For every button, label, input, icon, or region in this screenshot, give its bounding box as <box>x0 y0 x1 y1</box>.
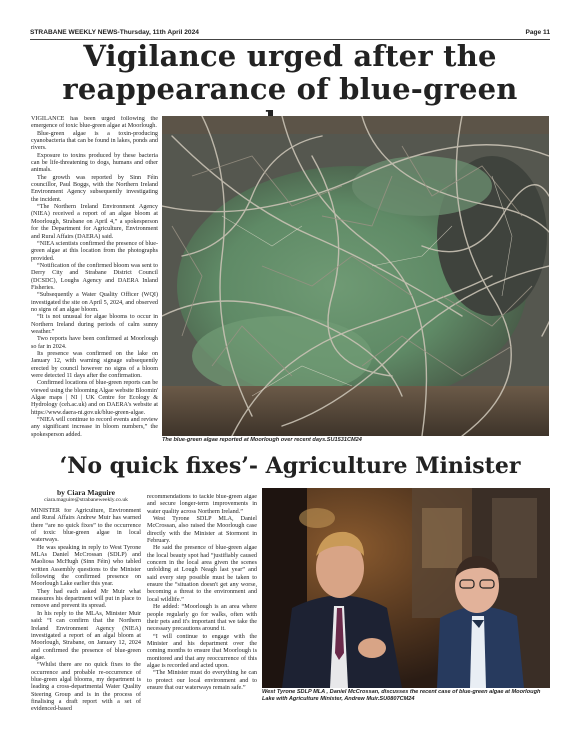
paragraph: Confirmed locations of blue-green reports can be viewed using the blooming Algae website Bloomin' Algae maps | NI | UK Centre for Ecology & Hydrology (ceh.ac.uk) and on DAERA's website at https://www.daera-ni.gov.uk/blue-green-algae. <box>31 380 158 416</box>
publication-line: STRABANE WEEKLY NEWS-Thursday, 11th April 2024 <box>30 29 199 36</box>
paragraph: The growth was reported by Sinn Féin councillor, Paul Boggs, with the Northern Ireland Environment Agency subsequently investigating the incident. <box>31 174 158 203</box>
minister-photo <box>262 488 550 688</box>
byline <box>31 488 141 504</box>
paragraph: In his reply to the MLAs, Minister Muir said: “I can confirm that the Northern Ireland Environment Agency (NIEA) investigated a report of an algal bloom at Moorlough, Strabane, on January 12, 2024 and confirmed the presence of blue-green algae. <box>31 610 141 661</box>
paragraph: He was speaking in reply to West Tyrone MLAs Daniel McCrossan (SDLP) and Maoliosa McHugh (Sinn Féin) who tabled written Assembly questions to the Minister following the confirmed presence on Moorlough Lake earlier this year. <box>31 544 141 588</box>
paragraph: MINISTER for Agriculture, Environment and Rural Affairs Andrew Muir has warned there “are no quick fixes” to the occurrence of toxic blue-green algae in local waterways. <box>31 508 141 544</box>
algae-photo-caption: The blue-green algae reported at Moorlough over recent days.SU1531CM24 <box>162 437 362 443</box>
algae-photo-illustration <box>162 116 549 436</box>
algae-photo <box>162 116 549 436</box>
paragraph: Exposure to toxins produced by these bacteria can be life-threatening to dogs, humans and other animals. <box>31 152 158 174</box>
page-number: Page 11 <box>525 29 550 36</box>
paragraph: They had each asked Mr Muir what measures his department will put in place to remove and prevent its spread. <box>31 588 141 610</box>
paragraph: “NIEA scientists confirmed the presence of blue-green algae at this location from the photographs provided. <box>31 240 158 262</box>
paragraph: He added: “Moorlough is an area where people regularly go for walks, often with their pets and it's important that we take the necessary precautions around it. <box>147 604 257 633</box>
paragraph: “It is not unusual for algae blooms to occur in Northern Ireland during periods of calm sunny weather.” <box>31 314 158 335</box>
paragraph: “Whilst there are no quick fixes to the occurrence and probable re-occurrence of blue-green algal blooms, my department is leading a cross-departmental Water Quality Steering Group and is in the process of finalising a draft report with a set of evidenced-based <box>31 662 141 713</box>
paragraph: recommendations to tackle blue-green algae and secure longer-term improvements in water quality across Northern Ireland.” <box>147 494 257 515</box>
headline-line-1: Vigilance urged after the <box>83 39 497 73</box>
paragraph: “I will continue to engage with the Minister and his department over the coming months to ensure that Moorlough is monitored and that any reoccurrence of this algae is recorded and acted upon. <box>147 633 257 669</box>
byline-email: ciara.maguire@strabaneweekly.co.uk <box>44 497 128 503</box>
paragraph: “The Minister must do everything he can to protect our local environment and to ensure that our waterways remain safe.” <box>147 670 257 691</box>
paragraph: VIGILANCE has been urged following the emergence of toxic blue-green algae at Moorlough. <box>31 116 158 130</box>
paragraph: “Notification of the confirmed bloom was sent to Derry City and Strabane District Council (DCSDC), Loughs Agency and DAERA Inland Fisheries. <box>31 262 158 291</box>
article2-column-1 <box>31 508 141 720</box>
paragraph: “The Northern Ireland Environment Agency (NIEA) received a report of an algae bloom at Moorlough, Strabane on April 4,” a spokesperson for the Department for Agriculture, Environment and Rural Affairs (DAERA) said. <box>31 204 158 240</box>
headline-line-2: reappearance of blue-green <box>62 72 518 106</box>
paragraph: “Subsequently a Water Quality Officer (WQI) investigated the site on April 5, 2024, and observed no signs of an algae bloom. <box>31 292 158 313</box>
paragraph: He said the presence of blue-green algae the local beauty spot had “justifiably caused concern in the local area given the scenes unfolding at Lough Neagh last year” and said every step possible must be taken to ensure the “situation doesn't get any worse, becoming a threat to the environment and local wildlife.” <box>147 545 257 603</box>
paragraph: Its presence was confirmed on the lake on January 12, with warning signage subsequently erected by council however no signs of a bloom were detected 11 days after the confirmation. <box>31 351 158 380</box>
paragraph: Blue-green algae is a toxin-producing cyanobacteria that can be found in lakes, ponds and rivers. <box>31 130 158 152</box>
paragraph: “NIEA will continue to record events and review any significant increase in bloom numbers,” the spokesperson added. <box>31 417 158 438</box>
byline-author: by Ciara Maguire <box>56 488 116 497</box>
paragraph: Two reports have been confirmed at Moorlough so far in 2024. <box>31 336 158 350</box>
article2-column-2 <box>147 494 257 720</box>
paragraph: West Tyrone SDLP MLA, Daniel McCrossan, also raised the Moorlough case directly with the Minister at Stormont in February. <box>147 516 257 545</box>
article1-body <box>31 116 158 454</box>
article2-headline: ‘No quick fixes’- Agriculture Minister <box>59 453 521 479</box>
minister-photo-illustration <box>262 488 550 688</box>
minister-photo-caption: West Tyrone SDLP MLA , Daniel McCrossan, discusses the recent case of blue-green algae at Moorlough Lake with Agriculture Minister, Andrew Muir.SU0807CM24 <box>262 689 541 702</box>
